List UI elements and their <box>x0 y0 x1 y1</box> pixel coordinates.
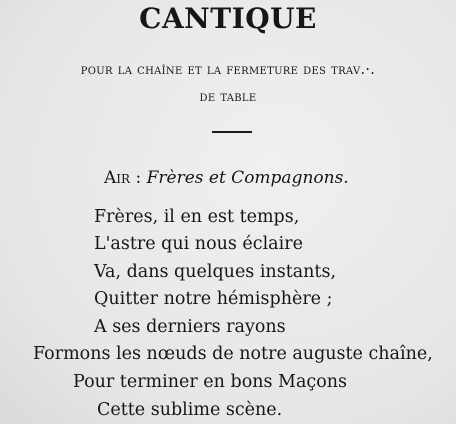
page-title: CANTIQUE <box>139 2 317 35</box>
verse-line: Va, dans quelques instants, <box>94 262 337 282</box>
verse-line: Quitter notre hémisphère ; <box>94 289 333 309</box>
verse-line: Pour terminer en bons Maçons <box>73 372 347 392</box>
verse-line: A ses derniers rayons <box>94 317 286 337</box>
verse-line: Formons les nœuds de notre auguste chaîne, <box>33 344 433 364</box>
subtitle-line-2: de table <box>199 89 257 105</box>
air-line <box>104 168 349 188</box>
air-label: Air : <box>104 168 142 188</box>
air-tune-name: Frères et Compagnons. <box>146 168 349 188</box>
verse-line: Cette sublime scène. <box>97 400 283 420</box>
verse-line: L'astre qui nous éclaire <box>94 234 303 254</box>
verse-line: Frères, il en est temps, <box>94 207 300 227</box>
separator-rule <box>212 131 252 133</box>
subtitle-line-1: pour la chaîne et la fermeture des trav.·. <box>80 62 376 78</box>
